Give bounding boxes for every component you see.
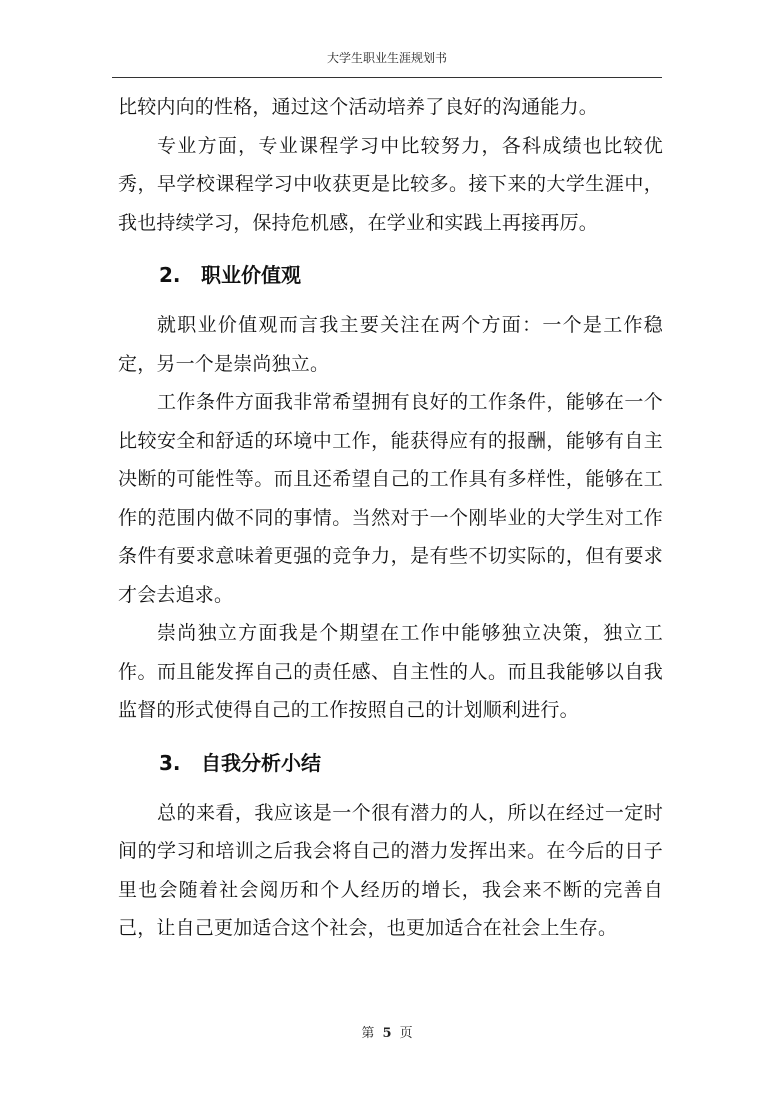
paragraph-continuation: 比较内向的性格，通过这个活动培养了良好的沟通能力。 xyxy=(118,96,599,118)
page-footer xyxy=(0,1022,774,1041)
page-header: 大学生职业生涯规划书 xyxy=(326,51,447,65)
paragraph-work-conditions: 工作条件方面我非常希望拥有良好的工作条件，能够在一个比较安全和舒适的环境中工作，能获得应有的报酬，能够有自主决断的可能性等。而且还希望自己的工作具有多样性，能够在工作的范围内做不同的事情。当然对于一个刚毕业的大学生对工作条件有要求意味着更强的竞争力，是有些不切实际的，但有要求才会去追求。 xyxy=(118,391,663,606)
page-number-suffix: 页 xyxy=(399,1026,413,1041)
paragraph-values-intro: 就职业价值观而言我主要关注在两个方面：一个是工作稳定，另一个是崇尚独立。 xyxy=(118,314,663,375)
section-number: 3. xyxy=(159,750,181,775)
paragraph-professional: 专业方面，专业课程学习中比较努力，各科成绩也比较优秀，早学校课程学习中收获更是比较多。接下来的大学生涯中，我也持续学习，保持危机感，在学业和实践上再接再厉。 xyxy=(118,134,663,234)
section-title: 职业价值观 xyxy=(201,263,301,287)
section-heading-summary xyxy=(118,744,663,782)
section-heading-values xyxy=(118,256,663,294)
page-number-prefix: 第 xyxy=(361,1026,375,1041)
section-title: 自我分析小结 xyxy=(201,750,321,775)
page-number: 5 xyxy=(382,1026,392,1041)
paragraph-independence: 崇尚独立方面我是个期望在工作中能够独立决策，独立工作。而且能发挥自己的责任感、自主性的人。而且我能够以自我监督的形式使得自己的工作按照自己的计划顺利进行。 xyxy=(118,622,663,721)
paragraph-summary: 总的来看，我应该是一个很有潜力的人，所以在经过一定时间的学习和培训之后我会将自己的潜力发挥出来。在今后的日子里也会随着社会阅历和个人经历的增长，我会来不断的完善自己，让自己更加适合这个社会，也更加适合在社会上生存。 xyxy=(118,801,663,939)
page-content xyxy=(118,88,663,948)
section-number: 2. xyxy=(159,263,181,287)
header-rule xyxy=(112,77,662,78)
